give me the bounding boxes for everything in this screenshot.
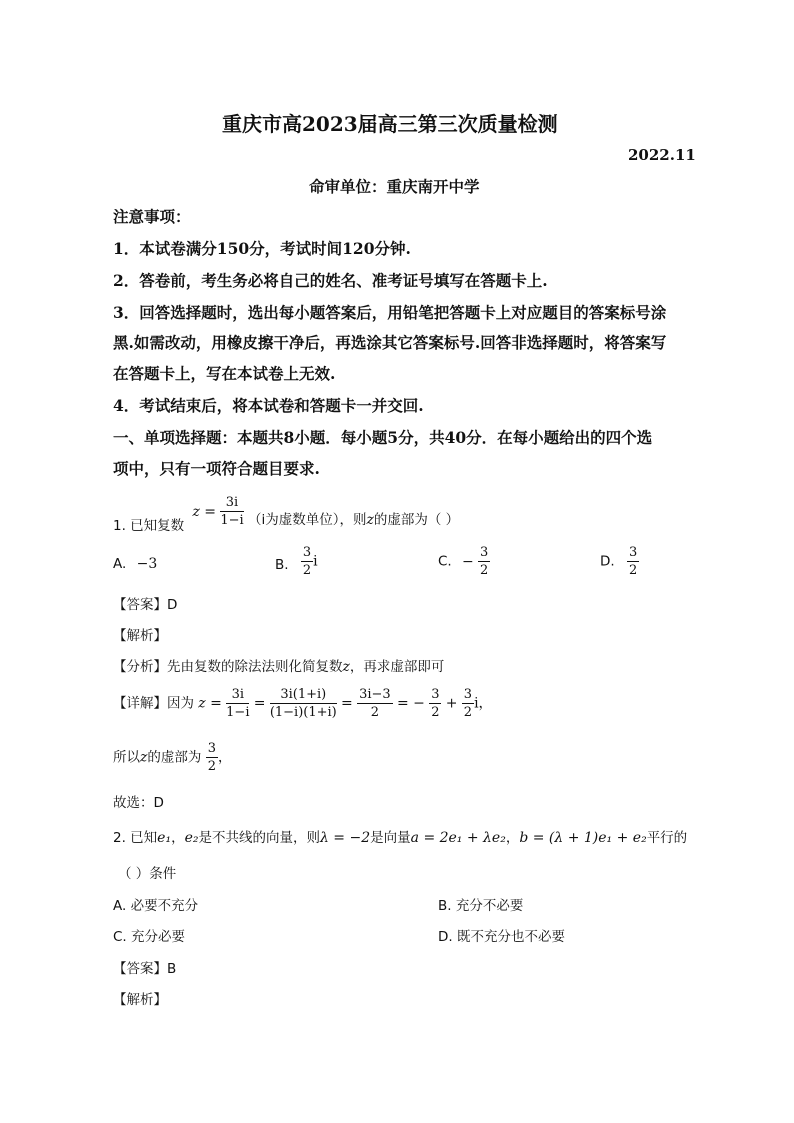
notice-item-4: 4．考试结束后，将本试卷和答题卡一并交回.: [113, 396, 424, 415]
q1-fenxi-var: z: [342, 659, 350, 675]
q1-option-b-label: B.: [275, 556, 289, 573]
exam-date: 2022.11: [628, 146, 696, 164]
q2-option-b: B. 充分不必要: [438, 898, 524, 914]
q1-answer: 【答案】D: [113, 597, 178, 613]
q1-conclusion-pre: 所以: [113, 749, 140, 766]
q1-conclusion-num: 3: [207, 741, 216, 756]
notice-heading: 注意事项：: [113, 207, 191, 226]
question-2-stem-line-2: （ ）条件: [118, 866, 177, 882]
q1-detail-frac3-den: 2: [370, 705, 380, 720]
q1-prefix: 1. 已知复数: [113, 517, 185, 534]
q1-fraction-den: 1−i: [220, 513, 244, 528]
q1-option-c-num: 3: [480, 545, 489, 560]
q1-option-b-tail: i: [313, 553, 318, 570]
q1-detail: [113, 688, 493, 719]
q2-option-c: C. 充分必要: [113, 929, 186, 945]
q1-detail-frac1-den: 1−i: [226, 705, 250, 720]
q2-option-d: D. 既不充分也不必要: [438, 929, 565, 945]
notice-item-1: 1．本试卷满分150分，考试时间120分钟.: [113, 239, 411, 258]
q1-option-b-fraction: [301, 546, 313, 577]
q2-vector-a: a = 2e₁ + λe₂: [410, 830, 506, 846]
q1-detail-eq2: =: [341, 695, 353, 712]
q1-conclusion-fraction: [206, 742, 218, 773]
q2-option-a: A. 必要不充分: [113, 898, 199, 914]
q1-detail-frac5-den: 2: [463, 705, 473, 720]
q2-sep: ，: [505, 830, 520, 846]
q1-detail-pre: 因为: [167, 695, 194, 712]
q1-detail-frac5-num: 3: [463, 687, 473, 702]
q1-fenxi: [113, 655, 444, 675]
q1-option-d-fraction: [627, 546, 639, 577]
q1-detail-frac5: [462, 688, 474, 719]
q1-detail-frac3-num: 3i−3: [359, 687, 391, 702]
q2-mid2: 是向量: [370, 830, 411, 846]
q1-option-c: [438, 546, 490, 577]
q1-detail-frac4-den: 2: [431, 705, 440, 720]
question-1-stem: [113, 495, 460, 534]
q1-analysis-label: 【解析】: [113, 628, 167, 644]
q1-option-b-den: 2: [302, 563, 312, 578]
q1-option-d-den: 2: [628, 563, 638, 578]
q1-detail-frac2-den: (1−i)(1+i): [269, 705, 337, 720]
q1-fraction-num: 3i: [220, 496, 243, 512]
q1-z-eq: z =: [192, 503, 217, 520]
q1-option-a-label: A.: [113, 556, 127, 572]
q1-fenxi-text1: 先由复数的除法法则化简复数: [167, 659, 343, 675]
section-heading-line-1: 一、单项选择题：本题共8小题．每小题5分，共40分．在每小题给出的四个选: [113, 428, 653, 447]
q2-vector-e2: e₂: [184, 830, 199, 846]
q1-option-d: [600, 546, 639, 577]
q2-answer: 【答案】B: [113, 961, 177, 977]
q2-mid: 是不共线的向量，则: [198, 830, 320, 846]
q1-detail-tail: i，: [474, 695, 493, 712]
q1-option-c-label: C.: [438, 553, 452, 570]
q1-option-c-sign: −: [462, 553, 474, 570]
q2-lambda-eq: λ = −2: [319, 830, 371, 846]
q1-fenxi-text2: ，再求虚部即可: [349, 659, 445, 675]
q1-detail-z: z =: [198, 695, 222, 712]
q1-conclusion-var: z: [140, 749, 148, 766]
q1-detail-frac2-num: 3i(1+i): [270, 688, 337, 704]
q2-vector-b: b = (λ + 1)e₁ + e₂: [519, 830, 647, 846]
q1-var: z: [366, 511, 374, 528]
notice-item-3c: 在答题卡上，写在本试卷上无效.: [113, 364, 336, 383]
q1-option-b: [275, 546, 318, 577]
notice-item-3a: 3．回答选择题时，选出每小题答案后，用铅笔把答题卡上对应题目的答案标号涂: [113, 303, 667, 322]
question-2-stem-line-1: [113, 826, 687, 846]
q1-detail-label: 【详解】: [113, 695, 167, 712]
q2-vector-e1: e₁: [157, 830, 172, 846]
notice-item-2: 2．答卷前，考生务必将自己的姓名、准考证号填写在答题卡上.: [113, 271, 548, 290]
q1-detail-eq1: =: [253, 695, 266, 712]
q1-conclusion: [113, 742, 231, 773]
q2-analysis-label: 【解析】: [113, 992, 167, 1008]
q2-comma: ，: [171, 830, 185, 846]
notice-item-3b: 黑.如需改动，用橡皮擦干净后，再选涂其它答案标号.回答非选择题时，将答案写: [113, 333, 667, 352]
q1-option-d-num: 3: [628, 545, 638, 560]
q1-option-d-label: D.: [600, 553, 615, 570]
q1-suffix: （i为虚数单位），则: [247, 511, 367, 528]
section-heading-line-2: 项中，只有一项符合题目要求.: [113, 459, 320, 478]
q1-suffix2: 的虚部为（ ）: [373, 511, 460, 528]
q2-tail: 平行的: [646, 830, 688, 846]
q1-detail-frac2: [270, 688, 337, 719]
q1-conclusion-tail: ，: [217, 749, 232, 766]
q1-fenxi-label: 【分析】: [113, 659, 167, 675]
q2-prefix: 2. 已知: [113, 830, 158, 846]
q1-detail-frac4-num: 3: [431, 687, 440, 702]
q1-option-b-num: 3: [302, 545, 312, 560]
q1-option-a: [113, 556, 157, 572]
q1-detail-frac1: [226, 688, 249, 719]
q1-detail-frac3: [357, 688, 393, 719]
page-title: 重庆市高2023届高三第三次质量检测: [222, 112, 558, 136]
q1-detail-frac4: [429, 688, 441, 719]
q1-option-c-fraction: [478, 546, 490, 577]
q1-conclusion-den: 2: [207, 759, 216, 774]
q1-choose: 故选：D: [113, 795, 164, 811]
q1-detail-frac1-num: 3i: [226, 688, 249, 704]
q1-option-a-value: −3: [136, 556, 158, 572]
q1-conclusion-mid: 的虚部为: [147, 749, 202, 766]
q1-detail-plus: +: [445, 695, 458, 712]
q1-fraction: [220, 496, 243, 527]
author-unit: 命审单位：重庆南开中学: [309, 177, 480, 196]
q1-option-c-den: 2: [480, 563, 489, 578]
q1-detail-minus: = −: [396, 695, 425, 712]
